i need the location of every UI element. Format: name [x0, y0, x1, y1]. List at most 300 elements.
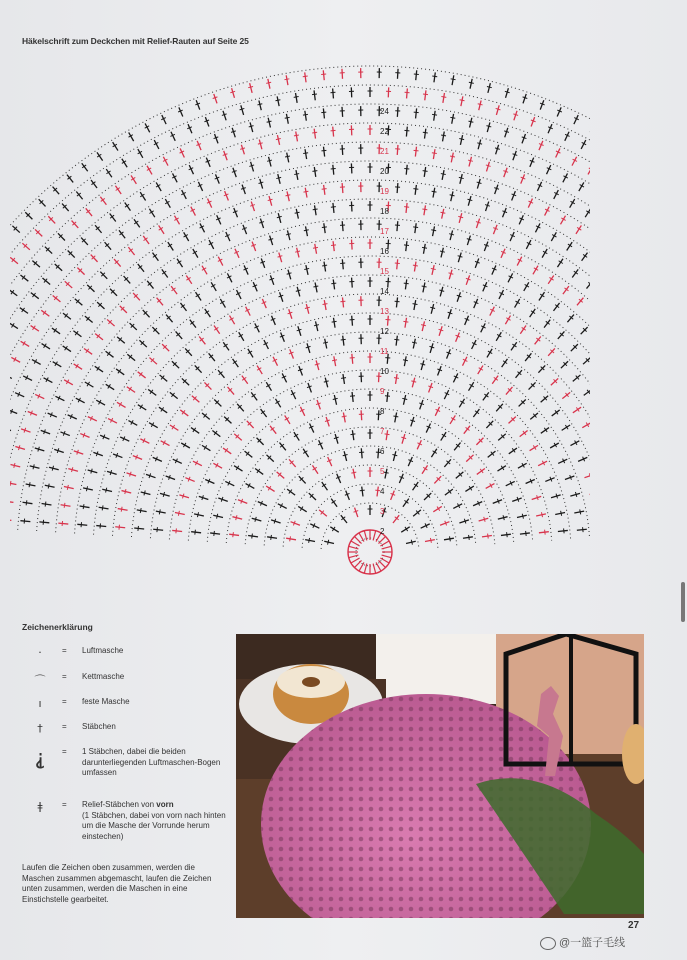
stitch-bar	[412, 342, 417, 343]
stitch-symbol	[326, 417, 329, 427]
stitch-symbol	[308, 383, 311, 392]
row-number: 19	[380, 187, 389, 196]
stitch-symbol	[55, 264, 62, 271]
stitch-symbol	[22, 243, 29, 250]
row-number: 11	[380, 347, 389, 356]
stitch-bar	[257, 104, 262, 105]
stitch-bar	[394, 339, 399, 340]
stitch-bar	[541, 512, 542, 517]
crochet-chart	[10, 50, 590, 620]
stitch-symbol	[451, 191, 453, 201]
stitch-bar	[441, 174, 446, 175]
stitch-bar	[421, 325, 426, 326]
stitch-symbol	[561, 361, 568, 368]
stitch-symbol	[143, 310, 150, 317]
stitch-symbol	[457, 292, 460, 301]
stitch-symbol	[286, 75, 288, 85]
chain-stitch-icon: ·	[38, 646, 42, 659]
stitch-symbol	[522, 134, 525, 143]
stitch-symbol	[324, 223, 325, 233]
center-stitch	[382, 555, 392, 558]
stitch-bar	[393, 416, 398, 417]
stitch-symbol	[397, 183, 398, 193]
stitch-symbol	[250, 83, 252, 93]
stitch-symbol	[315, 283, 317, 293]
stitch-bar	[545, 530, 546, 535]
stitch-symbol	[425, 540, 435, 542]
stitch-symbol	[130, 323, 137, 330]
stitch-symbol	[529, 382, 536, 389]
stitch-symbol	[133, 456, 142, 460]
stitch-symbol	[503, 208, 507, 217]
stitch-bar	[64, 503, 65, 508]
stitch-symbol	[45, 247, 52, 254]
stitch-symbol	[333, 279, 334, 289]
stitch-symbol	[214, 399, 221, 406]
stitch-bar	[432, 114, 437, 115]
stitch-bar	[487, 86, 492, 87]
stitch-bar	[449, 273, 454, 274]
stitch-bar	[249, 165, 254, 166]
doily-photo-illustration	[236, 634, 644, 918]
stitch-symbol	[299, 476, 306, 483]
stitch-bar	[350, 396, 355, 397]
stitch-symbol	[352, 316, 353, 326]
stitch-symbol	[232, 88, 235, 98]
stitch-bar	[507, 532, 508, 537]
row-number: 14	[380, 287, 389, 296]
stitch-symbol	[49, 467, 59, 470]
stitch-symbol	[484, 242, 488, 251]
scrollbar[interactable]	[681, 582, 685, 622]
stitch-symbol	[424, 205, 426, 215]
stitch-bar	[322, 265, 327, 266]
stitch-symbol	[335, 434, 338, 444]
stitch-symbol	[185, 478, 194, 482]
stitch-symbol	[323, 147, 324, 157]
stitch-bar	[404, 207, 409, 208]
stitch-symbol	[314, 167, 315, 177]
stitch-bar	[248, 86, 253, 87]
chain-arc	[10, 104, 590, 524]
stitch-symbol	[565, 476, 574, 479]
center-stitch	[351, 558, 360, 563]
stitch-symbol	[325, 378, 327, 388]
stitch-bar	[236, 515, 237, 520]
stitch-symbol	[218, 498, 227, 501]
stitch-symbol	[58, 233, 65, 240]
stitch-bar	[285, 195, 290, 196]
stitch-bar	[159, 509, 160, 514]
stitch-bar	[304, 268, 309, 269]
center-stitch	[382, 546, 392, 549]
stitch-symbol	[99, 507, 109, 509]
stitch-symbol	[252, 242, 256, 251]
stitch-bar	[295, 251, 300, 252]
stitch-bar	[422, 247, 427, 248]
stitch-symbol	[278, 174, 280, 184]
weibo-icon	[540, 937, 556, 950]
stitch-bar	[432, 191, 437, 192]
stitch-symbol	[333, 165, 334, 175]
stitch-bar	[303, 191, 308, 192]
stitch-bar	[312, 94, 317, 95]
stitch-bar	[440, 212, 445, 213]
stitch-bar	[285, 117, 290, 118]
stitch-symbol	[291, 522, 300, 526]
stitch-bar	[449, 234, 454, 235]
stitch-symbol	[536, 514, 546, 516]
stitch-symbol	[493, 500, 502, 504]
center-stitch	[373, 531, 376, 541]
stitch-symbol	[316, 321, 318, 331]
stitch-symbol	[379, 372, 380, 382]
stitch-symbol	[352, 278, 353, 288]
stitch-symbol	[397, 259, 398, 269]
stitch-symbol	[540, 100, 544, 109]
stitch-symbol	[261, 258, 264, 267]
stitch-symbol	[466, 455, 473, 462]
watermark: @一篮子毛线	[540, 934, 625, 950]
stitch-bar	[331, 283, 336, 284]
stitch-bar	[287, 273, 292, 274]
stitch-symbol	[54, 449, 64, 452]
stitch-symbol	[391, 491, 395, 500]
stitch-bar	[294, 135, 299, 136]
stitch-symbol	[344, 451, 346, 461]
stitch-bar	[441, 97, 446, 98]
stitch-symbol	[450, 230, 452, 240]
stitch-symbol	[442, 170, 444, 180]
stitch-bar	[561, 511, 562, 516]
stitch-symbol	[287, 230, 289, 240]
stitch-symbol	[23, 502, 33, 503]
stitch-symbol	[324, 262, 326, 272]
stitch-symbol	[286, 114, 288, 124]
stitch-bar	[102, 505, 103, 510]
stitch-symbol	[305, 149, 307, 159]
stitch-symbol	[415, 223, 416, 233]
stitch-bar	[583, 527, 584, 532]
stitch-bar	[315, 364, 320, 365]
stitch-symbol	[393, 451, 395, 461]
stitch-symbol	[551, 378, 558, 385]
stitch-bar	[413, 304, 418, 305]
stitch-bar	[38, 447, 39, 452]
stitch-symbol	[146, 474, 155, 477]
stitch-bar	[469, 535, 470, 540]
stitch-symbol	[424, 493, 431, 500]
stitch-symbol	[333, 203, 334, 213]
stitch-symbol	[277, 96, 279, 106]
stitch-symbol	[440, 522, 449, 526]
stitch-bar	[48, 484, 49, 489]
stitch-bar	[157, 527, 158, 532]
stitch-symbol	[247, 421, 254, 428]
stitch-symbol	[423, 244, 425, 254]
stitch-symbol	[115, 527, 125, 528]
stitch-symbol	[241, 145, 244, 155]
stitch-symbol	[539, 532, 549, 533]
stitch-bar	[276, 139, 281, 140]
stitch-symbol	[506, 88, 509, 98]
stitch-symbol	[586, 281, 590, 289]
center-stitch	[380, 541, 389, 546]
stitch-symbol	[343, 374, 345, 384]
stitch-symbol	[25, 212, 32, 219]
stitch-symbol	[402, 434, 405, 444]
legend-note: Laufen die Zeichen oben zusammen, werden die Maschen zusammen abgemascht, laufen die Zeichen unten zusammen, werden die Maschen in eine Einstichstelle gearbeitet.	[22, 863, 212, 904]
stitch-symbol	[406, 541, 416, 543]
stitch-symbol	[234, 208, 238, 217]
stitch-bar	[440, 251, 445, 252]
stitch-bar	[467, 199, 472, 200]
stitch-bar	[258, 143, 263, 144]
stitch-symbol	[267, 537, 277, 538]
stitch-symbol	[570, 493, 580, 496]
stitch-bar	[121, 507, 122, 512]
stitch-symbol	[432, 265, 434, 275]
stitch-symbol	[421, 360, 424, 370]
stitch-symbol	[192, 396, 200, 403]
stitch-bar	[469, 82, 474, 83]
stitch-bar	[556, 494, 557, 499]
stitch-symbol	[296, 93, 298, 103]
stitch-bar	[431, 268, 436, 269]
front-post-double-icon: ǂ	[37, 800, 43, 813]
stitch-bar	[343, 455, 348, 456]
stitch-symbol	[447, 349, 451, 358]
stitch-bar	[478, 104, 483, 105]
stitch-bar	[341, 339, 346, 340]
stitch-symbol	[305, 540, 315, 542]
stitch-symbol	[466, 275, 469, 284]
stitch-symbol	[444, 538, 454, 540]
stitch-symbol	[433, 188, 435, 198]
stitch-symbol	[20, 521, 30, 522]
stitch-symbol	[448, 309, 451, 318]
stitch-symbol	[396, 336, 397, 346]
stitch-bar	[182, 494, 183, 499]
stitch-symbol	[520, 533, 530, 534]
stitch-symbol	[35, 448, 45, 451]
stitch-symbol	[160, 493, 170, 496]
stitch-bar	[276, 177, 281, 178]
stitch-symbol	[433, 226, 435, 236]
center-stitch	[376, 562, 381, 571]
stitch-symbol	[378, 410, 379, 420]
stitch-symbol	[396, 374, 398, 384]
row-number: 16	[380, 247, 389, 256]
stitch-bar	[575, 492, 576, 497]
stitch-symbol	[259, 140, 262, 150]
stitch-symbol	[309, 493, 316, 500]
stitch-symbol	[224, 417, 231, 424]
stitch-symbol	[162, 344, 169, 351]
stitch-bar	[322, 189, 327, 190]
stitch-symbol	[416, 70, 417, 80]
stitch-symbol	[415, 147, 416, 157]
stitch-symbol	[45, 485, 55, 487]
stitch-symbol	[495, 185, 498, 194]
stitch-symbol	[268, 118, 270, 128]
stitch-symbol	[100, 272, 107, 279]
stitch-bar	[214, 531, 215, 536]
stitch-symbol	[334, 356, 336, 366]
stitch-symbol	[83, 488, 93, 490]
stitch-symbol	[35, 229, 42, 236]
stitch-symbol	[238, 500, 247, 504]
stitch-bar	[411, 540, 412, 545]
row-number: 21	[380, 147, 389, 156]
stitch-bar	[285, 156, 290, 157]
stitch-symbol	[470, 118, 472, 128]
stitch-bar	[266, 82, 271, 83]
stitch-symbol	[353, 469, 355, 479]
stitch-bar	[411, 381, 416, 382]
stitch-symbol	[289, 459, 296, 467]
stitch-bar	[33, 464, 34, 469]
stitch-bar	[195, 530, 196, 535]
stitch-symbol	[403, 395, 405, 405]
stitch-symbol	[582, 423, 590, 428]
stitch-symbol	[64, 487, 74, 489]
stitch-symbol	[420, 400, 423, 409]
stitch-symbol	[333, 89, 334, 99]
stitch-bar	[233, 532, 234, 537]
stitch-symbol	[315, 244, 317, 254]
stitch-bar	[496, 108, 501, 109]
stitch-symbol	[406, 241, 407, 251]
stitch-bar	[505, 91, 510, 92]
stitch-symbol	[488, 83, 490, 93]
stitch-bar	[395, 301, 400, 302]
stitch-symbol	[149, 358, 157, 365]
stitch-bar	[429, 346, 434, 347]
center-stitch	[373, 564, 376, 574]
stitch-bar	[322, 227, 327, 228]
stitch-symbol	[574, 511, 584, 513]
stitch-symbol	[342, 221, 343, 231]
stitch-bar	[197, 512, 198, 517]
stitch-bar	[313, 286, 318, 287]
stitch-symbol	[541, 396, 549, 403]
stitch-symbol	[121, 491, 131, 493]
stitch-symbol	[242, 185, 245, 194]
stitch-symbol	[452, 75, 454, 85]
stitch-symbol	[97, 302, 104, 309]
stitch-symbol	[496, 404, 503, 411]
stitch-symbol	[74, 451, 83, 454]
stitch-symbol	[139, 340, 146, 347]
stitch-symbol	[12, 226, 19, 233]
stitch-symbol	[470, 79, 472, 89]
stitch-symbol	[271, 520, 281, 523]
stitch-bar	[458, 216, 463, 217]
stitch-symbol	[479, 100, 481, 110]
stitch-bar	[106, 488, 107, 493]
stitch-symbol	[39, 199, 46, 206]
stitch-bar	[328, 540, 329, 545]
stitch-bar	[439, 290, 444, 291]
stitch-bar	[413, 227, 418, 228]
stitch-bar	[176, 528, 177, 533]
stitch-symbol	[269, 157, 271, 167]
stitch-bar	[267, 121, 272, 122]
stitch-symbol	[133, 293, 140, 300]
stitch-symbol	[259, 100, 261, 110]
stitch-symbol	[286, 538, 296, 540]
row-number: 5	[380, 467, 385, 476]
stitch-symbol	[229, 534, 239, 535]
stitch-symbol	[406, 203, 407, 213]
stitch-symbol	[459, 520, 469, 523]
stitch-bar	[459, 139, 464, 140]
stitch-bar	[564, 528, 565, 533]
stitch-bar	[340, 301, 345, 302]
stitch-bar	[413, 265, 418, 266]
stitch-bar	[430, 538, 431, 543]
stitch-symbol	[65, 281, 72, 288]
stitch-symbol	[333, 241, 334, 251]
stitch-symbol	[266, 455, 273, 462]
chain-arc	[10, 123, 590, 525]
stitch-symbol	[342, 69, 343, 79]
stitch-symbol	[538, 365, 545, 372]
stitch-symbol	[442, 209, 444, 219]
stitch-symbol	[250, 122, 253, 132]
stitch-symbol	[509, 417, 516, 424]
stitch-bar	[259, 182, 264, 183]
stitch-symbol	[88, 470, 98, 473]
stitch-bar	[385, 434, 390, 435]
stitch-symbol	[361, 410, 362, 420]
center-stitch	[359, 562, 364, 571]
stitch-symbol	[513, 151, 516, 160]
stitch-bar	[488, 534, 489, 539]
stitch-bar	[83, 504, 84, 509]
stitch-symbol	[496, 145, 499, 155]
stitch-bar	[91, 469, 92, 474]
stitch-symbol	[113, 454, 122, 458]
stitch-symbol	[118, 509, 128, 511]
stitch-symbol	[314, 129, 315, 139]
stitch-symbol	[296, 209, 298, 219]
stitch-bar	[477, 182, 482, 183]
stitch-symbol	[77, 524, 87, 525]
stitch-symbol	[172, 361, 179, 368]
stitch-symbol	[251, 202, 254, 211]
row-number: 22	[380, 127, 389, 136]
stitch-bar	[268, 199, 273, 200]
stitch-symbol	[215, 134, 218, 143]
stitch-symbol	[248, 535, 258, 536]
stitch-symbol	[434, 111, 435, 121]
stitch-symbol	[91, 255, 98, 262]
stitch-bar	[26, 500, 27, 505]
stitch-bar	[430, 307, 435, 308]
stitch-symbol	[96, 526, 106, 527]
stitch-symbol	[204, 382, 211, 389]
stitch-symbol	[352, 392, 353, 402]
stitch-bar	[10, 481, 11, 486]
stitch-bar	[441, 135, 446, 136]
stitch-bar	[303, 76, 308, 77]
stitch-symbol	[333, 318, 335, 328]
stitch-symbol	[352, 354, 353, 364]
stitch-bar	[413, 189, 418, 190]
stitch-symbol	[60, 432, 69, 436]
